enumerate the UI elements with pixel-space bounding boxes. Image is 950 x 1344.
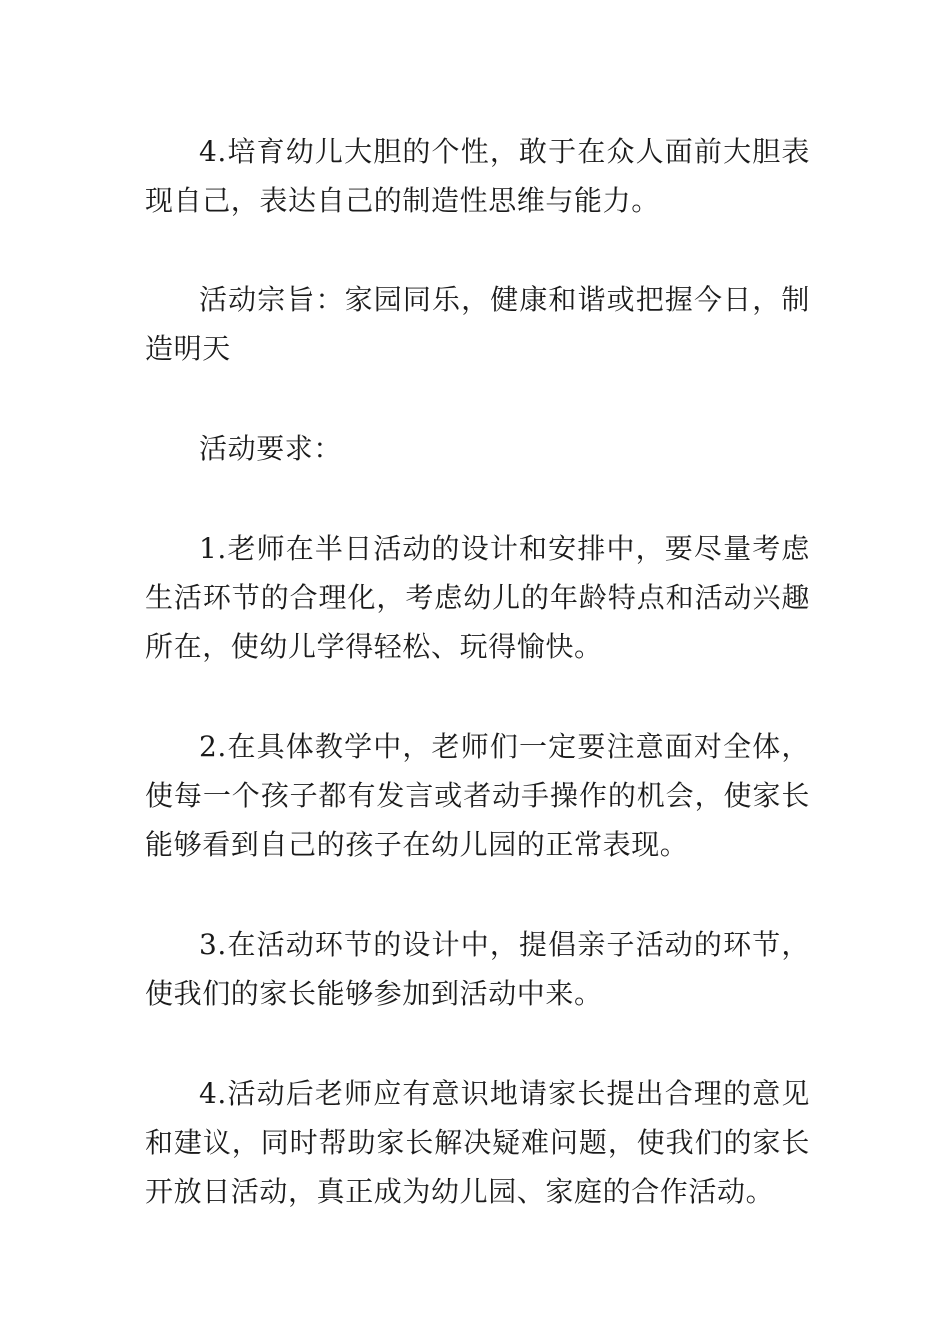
paragraph-goal-4: 4.培育幼儿大胆的个性，敢于在众人面前大胆表现自己，表达自己的制造性思维与能力。 [145, 135, 810, 217]
paragraph-requirements-heading: 活动要求： [199, 432, 343, 465]
paragraph-requirement-2: 2.在具体教学中，老师们一定要注意面对全体，使每一个孩子都有发言或者动手操作的机会，使家长能够看到自己的孩子在幼儿园的正常表现。 [145, 730, 810, 861]
paragraph-requirement-3: 3.在活动环节的设计中，提倡亲子活动的环节，使我们的家长能够参加到活动中来。 [145, 928, 810, 1010]
paragraph-requirement-4: 4.活动后老师应有意识地请家长提出合理的意见和建议，同时帮助家长解决疑难问题，使我们的家长开放日活动，真正成为幼儿园、家庭的合作活动。 [145, 1077, 810, 1208]
paragraph-activity-purpose: 活动宗旨：家园同乐，健康和谐或把握今日，制造明天 [145, 283, 810, 365]
paragraph-requirement-1: 1.老师在半日活动的设计和安排中，要尽量考虑生活环节的合理化，考虑幼儿的年龄特点和活动兴趣所在，使幼儿学得轻松、玩得愉快。 [145, 532, 810, 663]
